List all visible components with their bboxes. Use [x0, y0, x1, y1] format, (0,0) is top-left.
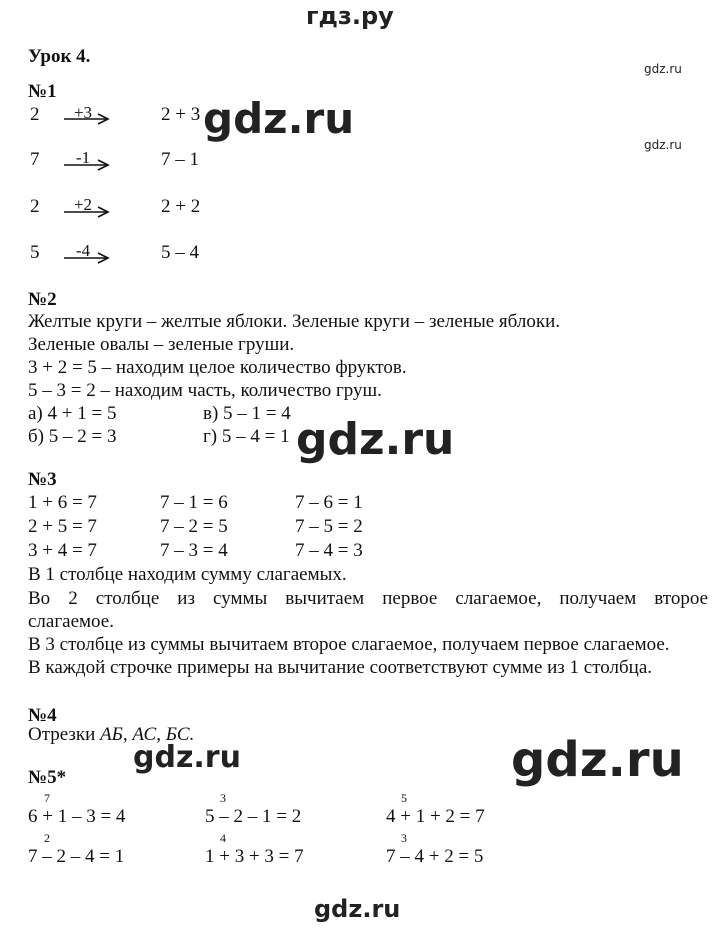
task5-sup: 7: [44, 791, 50, 805]
task3-cell: 2 + 5 = 7: [28, 516, 97, 537]
task3-cell: 7 – 4 = 3: [295, 540, 363, 561]
task2-line: 5 – 3 = 2 – находим часть, количество груш.: [28, 380, 382, 401]
task1-expr: 2 + 3: [161, 104, 201, 125]
task1-start: 2: [30, 104, 40, 125]
task5-sup: 3: [220, 791, 226, 805]
task1-op: -1: [75, 148, 91, 167]
task5-expr: 1 + 3 + 3 = 7: [205, 846, 304, 867]
watermark-footer: gdz.ru: [314, 895, 401, 923]
task5-expr: 7 – 2 – 4 = 1: [28, 846, 125, 867]
task2-answer: г) 5 – 4 = 1: [203, 426, 290, 447]
task3-cell: 7 – 5 = 2: [295, 516, 363, 537]
lesson-title: Урок 4.: [28, 46, 91, 67]
task3-line: В 3 столбце из суммы вычитаем второе слагаемое, получаем первое слагаемое.: [28, 634, 670, 655]
arrow-right-icon: [62, 112, 112, 126]
task3-heading: №3: [28, 469, 57, 490]
task2-line: 3 + 2 = 5 – находим целое количество фруктов.: [28, 357, 407, 378]
task1-start: 2: [30, 196, 40, 217]
task1-heading: №1: [28, 81, 57, 102]
task1-expr: 5 – 4: [161, 242, 199, 263]
site-header: гдз.ру: [306, 2, 394, 30]
task2-answer: а) 4 + 1 = 5: [28, 403, 117, 424]
task5-sup: 2: [44, 831, 50, 845]
task1-op: +3: [73, 103, 93, 122]
task1-start: 5: [30, 242, 40, 263]
task4-segments: АБ, АС, БС.: [100, 724, 195, 745]
task3-cell: 1 + 6 = 7: [28, 492, 97, 513]
task2-answer: в) 5 – 1 = 4: [203, 403, 291, 424]
task1-expr: 7 – 1: [161, 149, 199, 170]
watermark-small: gdz.ru: [644, 138, 682, 152]
task2-heading: №2: [28, 289, 57, 310]
watermark-large: gdz.ru: [203, 94, 355, 143]
task5-expr: 6 + 1 – 3 = 4: [28, 806, 126, 827]
watermark-small: gdz.ru: [644, 62, 682, 76]
task3-cell: 7 – 3 = 4: [160, 540, 228, 561]
task5-heading: №5*: [28, 767, 67, 788]
task5-sup: 3: [401, 831, 407, 845]
watermark-large: gdz.ru: [511, 732, 684, 788]
task3-line: слагаемое.: [28, 611, 114, 632]
task3-cell: 7 – 6 = 1: [295, 492, 363, 513]
task3-line: В каждой строчке примеры на вычитание соответствуют сумме из 1 столбца.: [28, 657, 653, 678]
watermark-large: gdz.ru: [296, 414, 455, 465]
task4-heading: №4: [28, 705, 57, 726]
task1-op: -4: [75, 241, 91, 260]
task5-expr: 4 + 1 + 2 = 7: [386, 806, 485, 827]
arrow-right-icon: [62, 251, 112, 265]
task3-cell: 3 + 4 = 7: [28, 540, 97, 561]
task2-answer: б) 5 – 2 = 3: [28, 426, 117, 447]
task3-line: В 1 столбце находим сумму слагаемых.: [28, 564, 347, 585]
task4-prefix: Отрезки: [28, 724, 101, 745]
watermark-medium: gdz.ru: [133, 740, 241, 775]
task2-line: Желтые круги – желтые яблоки. Зеленые круги – зеленые яблоки.: [28, 311, 560, 332]
task1-expr: 2 + 2: [161, 196, 201, 217]
task5-expr: 5 – 2 – 1 = 2: [205, 806, 302, 827]
task2-line: Зеленые овалы – зеленые груши.: [28, 334, 295, 355]
task1-start: 7: [30, 149, 40, 170]
arrow-right-icon: [62, 158, 112, 172]
task3-cell: 7 – 2 = 5: [160, 516, 228, 537]
arrow-right-icon: [62, 205, 112, 219]
task5-expr: 7 – 4 + 2 = 5: [386, 846, 484, 867]
task3-cell: 7 – 1 = 6: [160, 492, 228, 513]
task5-sup: 4: [220, 831, 226, 845]
task5-sup: 5: [401, 791, 407, 805]
task3-line: Во 2 столбце из суммы вычитаем первое слагаемое, получаем второе: [28, 588, 708, 609]
task1-op: +2: [73, 195, 93, 214]
